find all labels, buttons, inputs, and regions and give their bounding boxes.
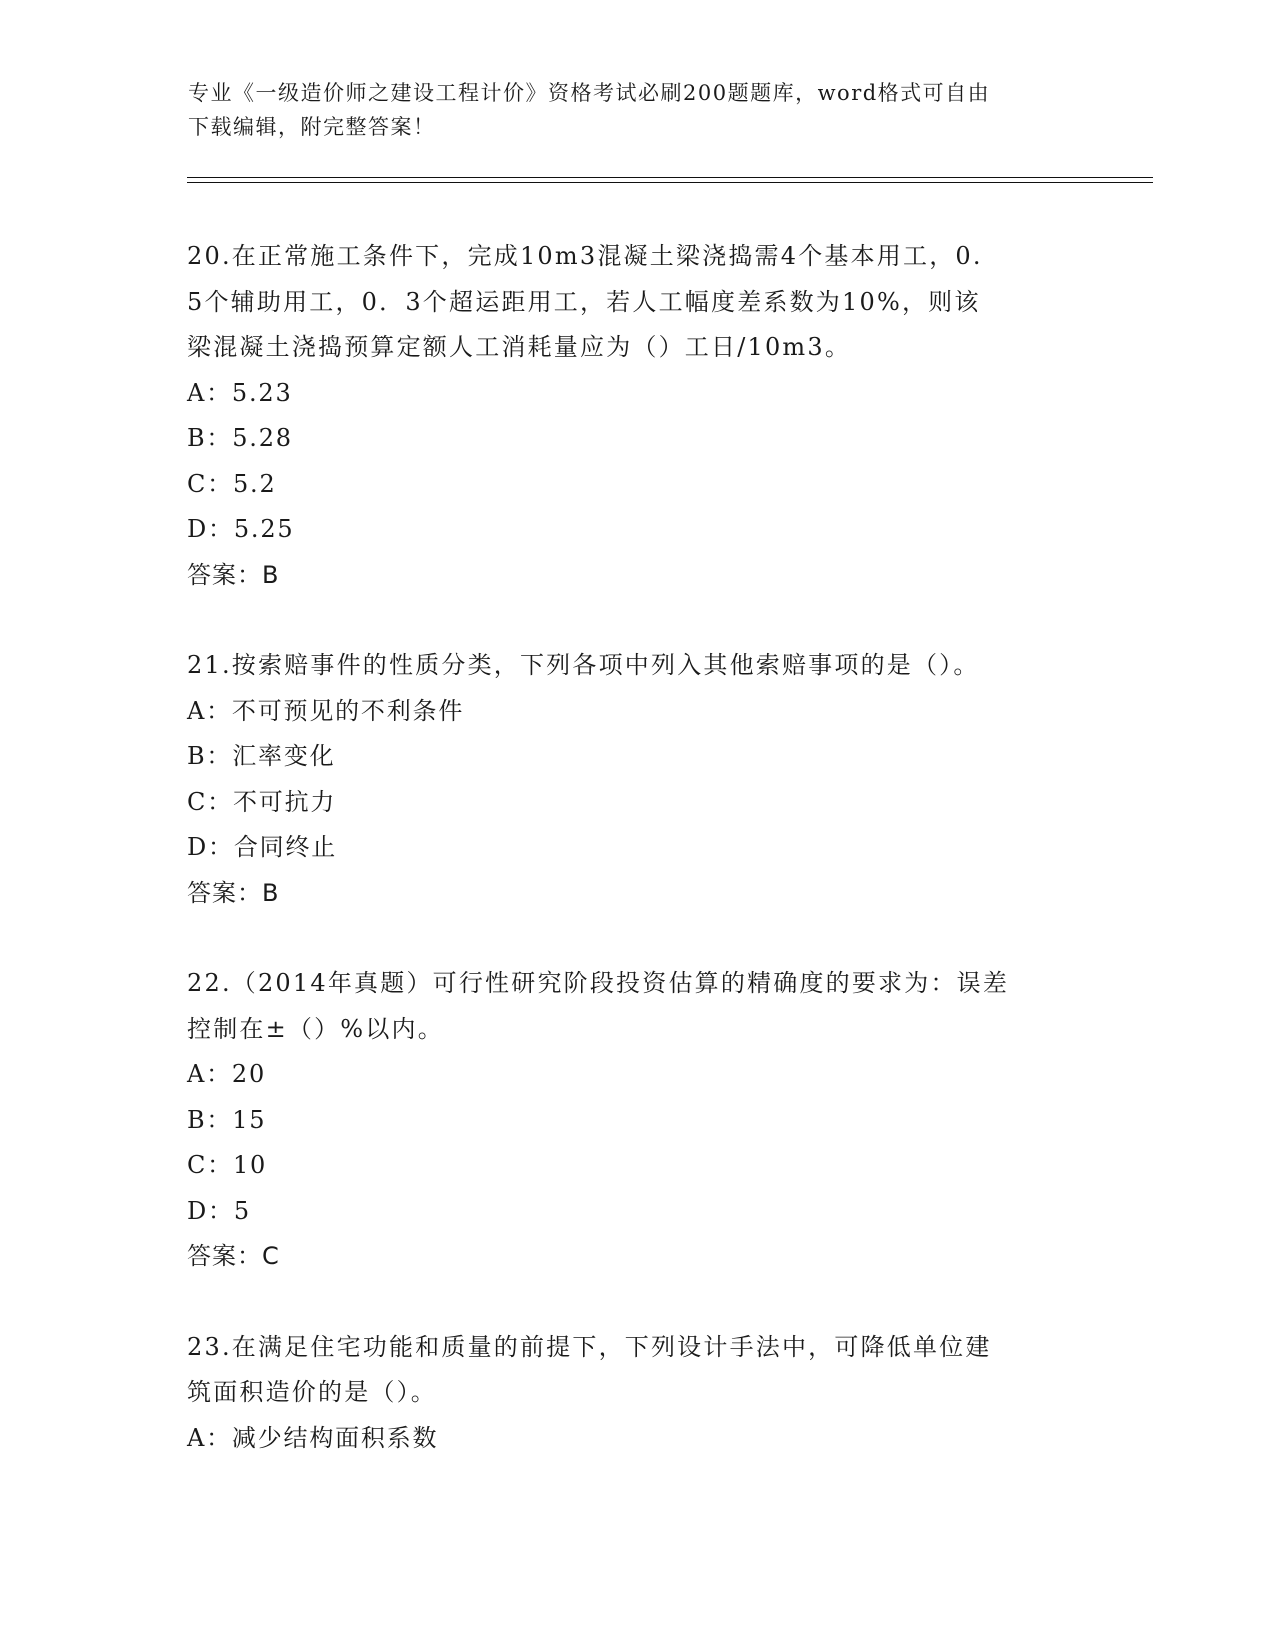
question-spacer — [187, 1280, 1087, 1325]
option-a: A：不可预见的不利条件 — [187, 696, 465, 725]
question-20 — [187, 234, 1087, 598]
answer-line: 答案：C — [187, 1242, 280, 1270]
option-a: A：减少结构面积系数 — [187, 1423, 439, 1452]
question-23 — [187, 1325, 1087, 1462]
option-d: D：5.25 — [187, 515, 295, 543]
option-b: B：5.28 — [187, 424, 293, 452]
option-a: A：20 — [187, 1060, 267, 1088]
stem-line: 22.（2014年真题）可行性研究阶段投资估算的精确度的要求为：误差 — [187, 969, 1010, 997]
option-c: C：10 — [187, 1151, 268, 1179]
option-b: B：汇率变化 — [187, 742, 336, 770]
question-spacer — [187, 916, 1087, 961]
question-stem — [187, 234, 1087, 371]
question-21 — [187, 643, 1087, 916]
option-a: A：5.23 — [187, 378, 293, 407]
answer-line: 答案：B — [187, 878, 280, 907]
stem-line: 21.按索赔事件的性质分类，下列各项中列入其他索赔事项的是（）。 — [187, 651, 980, 679]
question-stem — [187, 961, 1087, 1052]
option-b: B：15 — [187, 1105, 267, 1134]
question-22 — [187, 961, 1087, 1280]
stem-line: 23.在满足住宅功能和质量的前提下，下列设计手法中，可降低单位建 — [187, 1332, 992, 1361]
question-list — [187, 234, 1087, 1461]
stem-line: 20.在正常施工条件下，完成10m3混凝土梁浇捣需4个基本用工，0. — [187, 242, 983, 270]
stem-line: 控制在±（）%以内。 — [187, 1014, 444, 1043]
header-divider-bottom — [187, 182, 1153, 183]
option-d: D：5 — [187, 1196, 251, 1225]
question-stem — [187, 1325, 1087, 1416]
question-stem — [187, 643, 1087, 689]
answer-line: 答案：B — [187, 560, 280, 589]
option-c: C：不可抗力 — [187, 787, 337, 816]
question-spacer — [187, 598, 1087, 643]
stem-line: 筑面积造价的是（）。 — [187, 1378, 437, 1406]
option-c: C：5.2 — [187, 469, 277, 498]
stem-line: 梁混凝土浇捣预算定额人工消耗量应为（）工日/10m3。 — [187, 333, 852, 361]
header-line-2: 下载编辑，附完整答案！ — [188, 115, 436, 139]
stem-line: 5个辅助用工，0．3个超运距用工，若人工幅度差系数为10%，则该 — [187, 287, 981, 316]
header-line-1: 专业《一级造价师之建设工程计价》资格考试必刷200题题库，word格式可自由 — [188, 81, 991, 105]
document-header — [188, 76, 1088, 144]
header-divider-top — [187, 177, 1153, 178]
option-d: D：合同终止 — [187, 833, 338, 861]
